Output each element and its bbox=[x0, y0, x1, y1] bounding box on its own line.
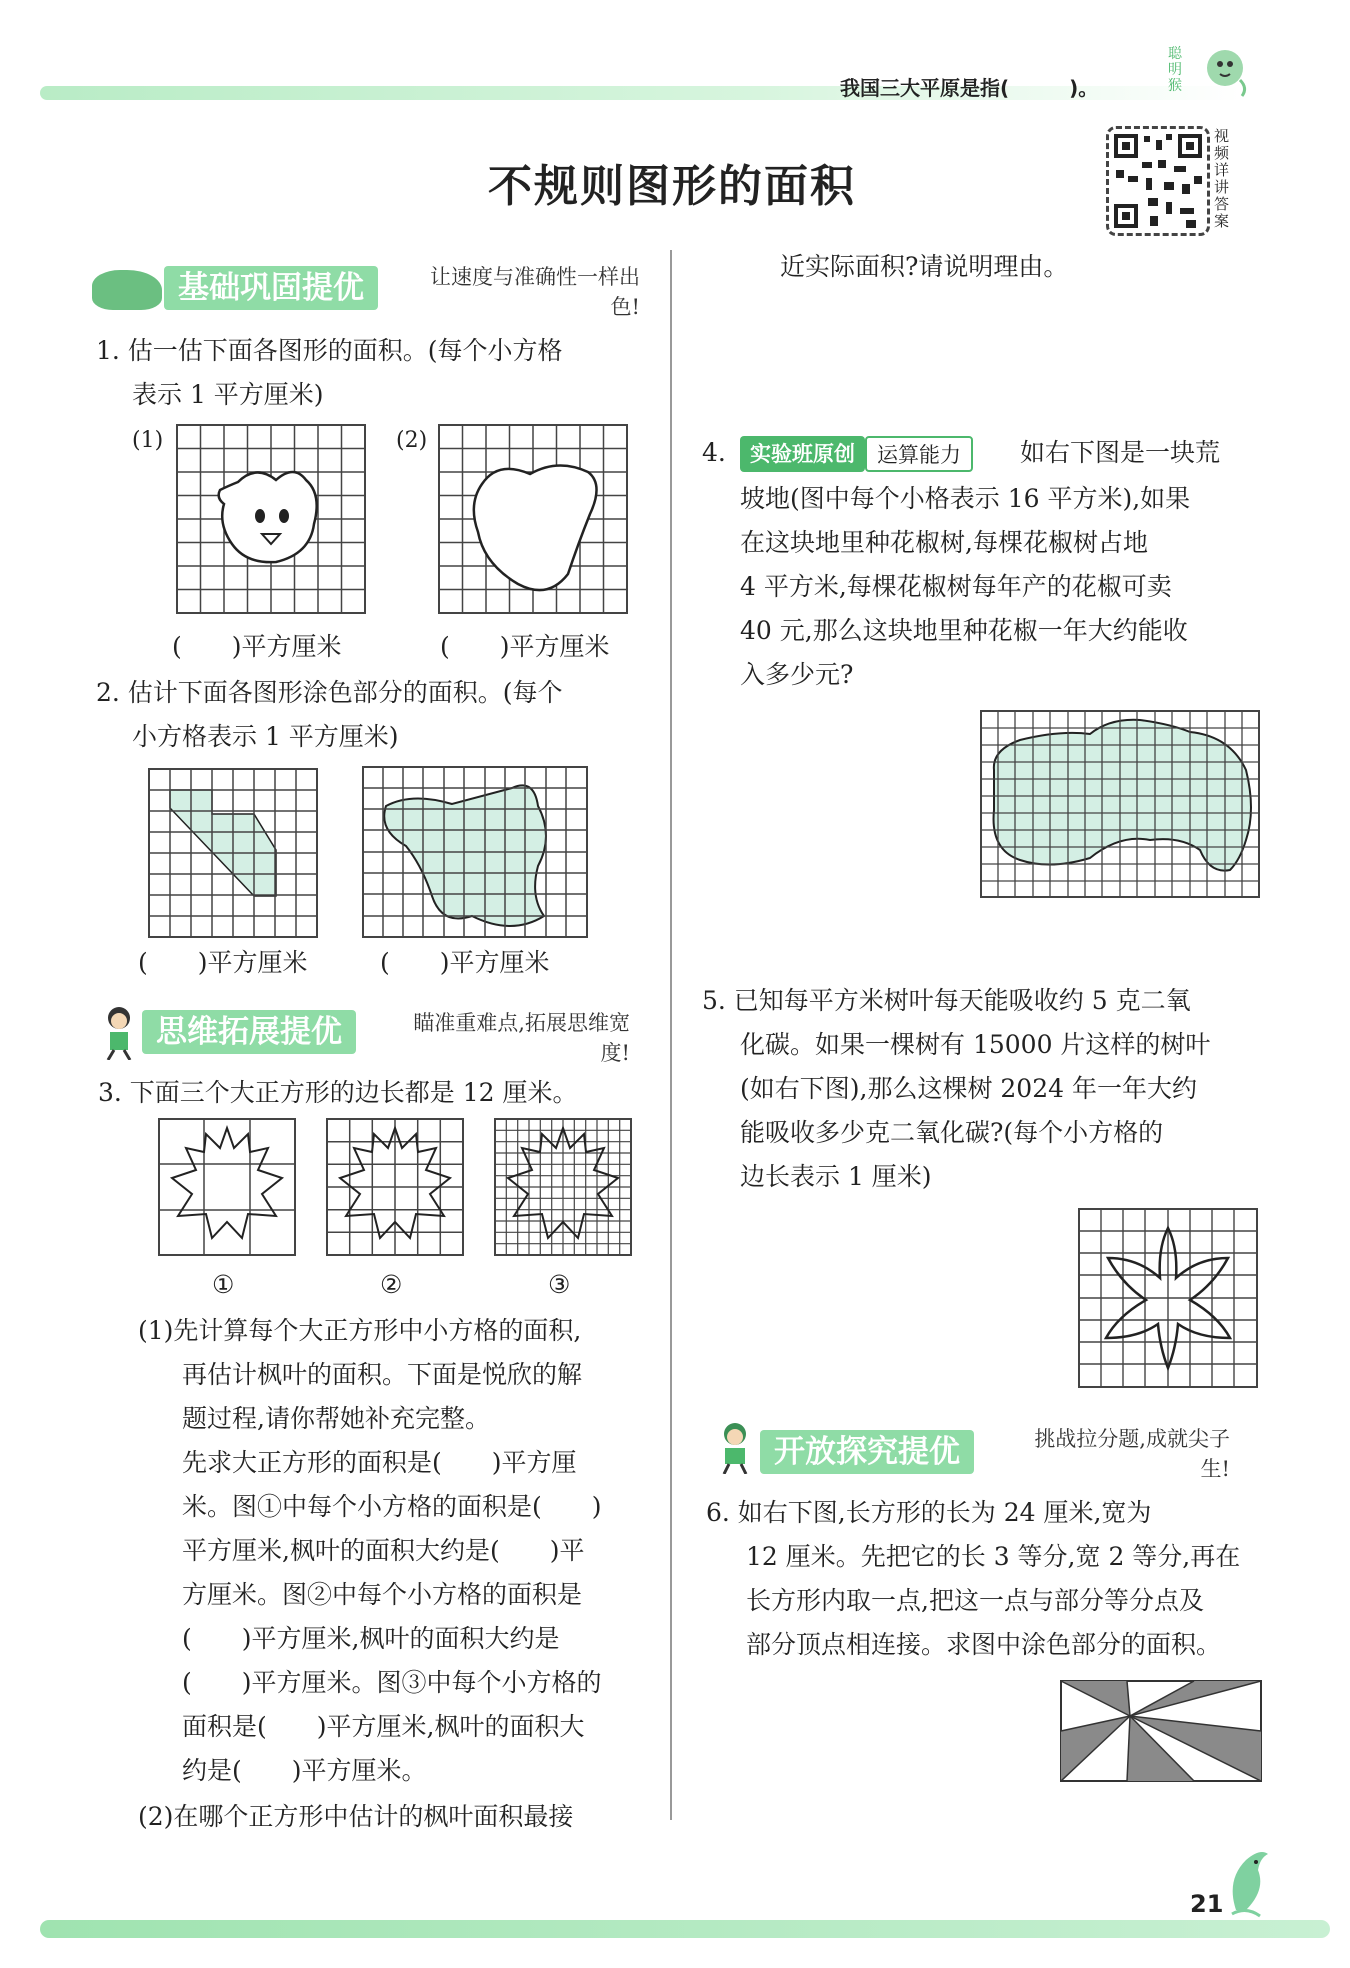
q3-part1-line: (1)先计算每个大正方形中小方格的面积, bbox=[138, 1316, 582, 1345]
section-tip-basic: 让速度与准确性一样出色! bbox=[430, 265, 640, 319]
q3-part1-line: 面积是( )平方厘米,枫叶的面积大 bbox=[182, 1712, 585, 1741]
qr-label: 视频详讲答案 bbox=[1214, 127, 1230, 230]
q1-line1: 1. 估一估下面各图形的面积。(每个小方格 bbox=[96, 336, 563, 365]
q3-label-1: ① bbox=[212, 1270, 235, 1299]
q3-part1-line: 再估计枫叶的面积。下面是悦欣的解 bbox=[182, 1360, 583, 1389]
q3-part1-line: ( )平方厘米,枫叶的面积大约是 bbox=[182, 1624, 560, 1653]
q1-label-a: (1) bbox=[132, 428, 164, 453]
q4-number: 4. bbox=[702, 438, 726, 467]
q3-part1-line: 方厘米。图②中每个小方格的面积是 bbox=[182, 1580, 583, 1609]
q5-line: 能吸收多少克二氧化碳?(每个小方格的 bbox=[740, 1118, 1164, 1147]
q1-answer-a[interactable]: ( )平方厘米 bbox=[172, 632, 342, 661]
q6-line: 12 厘米。先把它的长 3 等分,宽 2 等分,再在 bbox=[746, 1542, 1241, 1571]
q3-part1-line: 米。图①中每个小方格的面积是( ) bbox=[182, 1492, 602, 1521]
q3-part1-line: ( )平方厘米。图③中每个小方格的 bbox=[182, 1668, 602, 1697]
section-banner-basic: 基础巩固提优 bbox=[164, 266, 378, 310]
q2-line1: 2. 估计下面各图形涂色部分的面积。(每个 bbox=[96, 678, 563, 707]
q4-line: 入多少元? bbox=[740, 660, 854, 689]
section-tip-thinking: 瞄准重难点,拓展思维宽度! bbox=[413, 1011, 630, 1065]
boy-mascot-icon bbox=[96, 1004, 142, 1060]
qr-code[interactable] bbox=[1106, 126, 1210, 236]
q4-line: 40 元,那么这块地里种花椒一年大约能收 bbox=[740, 616, 1188, 645]
kid-mascot-icon bbox=[710, 1420, 760, 1474]
q3-grid-1 bbox=[158, 1118, 296, 1260]
q5-line: 边长表示 1 厘米) bbox=[740, 1162, 932, 1191]
q5-line: 5. 已知每平方米树叶每天能吸收约 5 克二氧 bbox=[702, 986, 1191, 1015]
q1-grid-b bbox=[438, 424, 628, 618]
q2-line2: 小方格表示 1 平方厘米) bbox=[132, 722, 399, 751]
q3-part1-line: 题过程,请你帮她补充完整。 bbox=[182, 1404, 490, 1433]
q6-line: 6. 如右下图,长方形的长为 24 厘米,宽为 bbox=[706, 1498, 1152, 1527]
q6-rectangle-diagram bbox=[1060, 1680, 1262, 1786]
q3-grid-2 bbox=[326, 1118, 464, 1260]
mascot-text: 聪明猴 bbox=[1168, 46, 1182, 94]
q4-tag-group bbox=[740, 436, 973, 472]
q6-line: 部分顶点相连接。求图中涂色部分的面积。 bbox=[746, 1630, 1222, 1659]
dolphin-icon bbox=[1216, 1840, 1276, 1920]
mascot-icon bbox=[92, 270, 162, 310]
q2-answer-a[interactable]: ( )平方厘米 bbox=[138, 948, 308, 977]
q1-answer-b[interactable]: ( )平方厘米 bbox=[440, 632, 610, 661]
q3-part1-line: 约是( )平方厘米。 bbox=[182, 1756, 427, 1785]
section-tip-open: 挑战拉分题,成就尖子生! bbox=[1034, 1427, 1230, 1481]
q4-tag: 实验班原创 bbox=[740, 436, 865, 472]
q4-line: 坡地(图中每个小格表示 16 平方米),如果 bbox=[740, 484, 1191, 513]
monkey-mascot-icon bbox=[1180, 40, 1250, 100]
q3-text: 3. 下面三个大正方形的边长都是 12 厘米。 bbox=[98, 1078, 578, 1107]
q2-grid-b bbox=[362, 766, 588, 942]
footer-bar bbox=[40, 1920, 1330, 1938]
q1-grid-a bbox=[176, 424, 366, 618]
q3-label-3: ③ bbox=[548, 1270, 571, 1299]
q3-label-2: ② bbox=[380, 1270, 403, 1299]
q1-label-b: (2) bbox=[396, 428, 428, 453]
section-banner-thinking: 思维拓展提优 bbox=[142, 1010, 356, 1054]
q3-part2-line: (2)在哪个正方形中估计的枫叶面积最接 bbox=[138, 1802, 574, 1831]
q5-line: 化碳。如果一棵树有 15000 片这样的树叶 bbox=[740, 1030, 1211, 1059]
q2-grid-a bbox=[148, 768, 318, 942]
q4-land-grid bbox=[980, 710, 1260, 902]
q4-tag-skill: 运算能力 bbox=[865, 436, 973, 472]
q3-grid-3 bbox=[494, 1118, 632, 1260]
q5-line: (如右下图),那么这棵树 2024 年一年大约 bbox=[740, 1074, 1197, 1103]
q6-line: 长方形内取一点,把这一点与部分等分点及 bbox=[746, 1586, 1204, 1615]
q4-first-line: 如右下图是一块荒 bbox=[1020, 438, 1221, 467]
page-title: 不规则图形的面积 bbox=[488, 161, 856, 212]
q1-line2: 表示 1 平方厘米) bbox=[132, 380, 324, 409]
q4-line: 在这块地里种花椒树,每棵花椒树占地 bbox=[740, 528, 1148, 557]
page-number: 21 bbox=[1190, 1890, 1224, 1918]
column-divider bbox=[670, 250, 672, 1820]
q3-part2-continuation: 近实际面积?请说明理由。 bbox=[780, 252, 1069, 281]
q3-part1-line: 平方厘米,枫叶的面积大约是( )平 bbox=[182, 1536, 585, 1565]
q2-answer-b[interactable]: ( )平方厘米 bbox=[380, 948, 550, 977]
top-note: 我国三大平原是指( )。 bbox=[840, 76, 1099, 100]
section-banner-open: 开放探究提优 bbox=[760, 1430, 974, 1474]
q5-leaf-grid bbox=[1078, 1208, 1258, 1392]
q3-part1-line: 先求大正方形的面积是( )平方厘 bbox=[182, 1448, 577, 1477]
q4-line: 4 平方米,每棵花椒树每年产的花椒可卖 bbox=[740, 572, 1172, 601]
